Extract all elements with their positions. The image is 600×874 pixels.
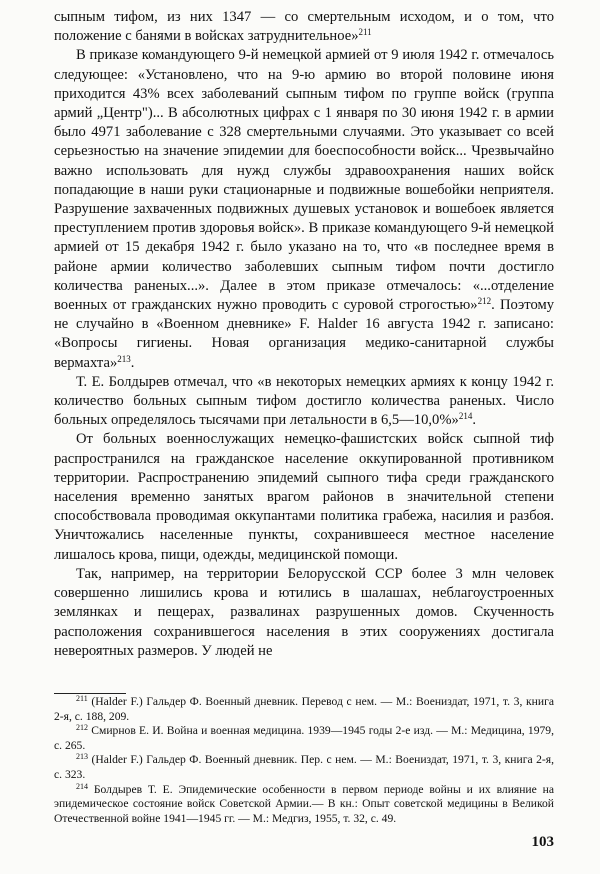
footnote-number: 214 xyxy=(76,781,88,791)
footnote-number: 212 xyxy=(76,723,88,733)
footnote: $^{212}$ Смирнов Е. И. Война и военная медицина. 1939—1945 годы 2-е изд. — М.: Медицина, 1979, с. 265. xyxy=(54,723,554,752)
footnote: $^{214}$ Болдырев Т. Е. Эпидемические особенности в первом периоде войны и их влияние на эпидемическое состояние войск Советской Армии.— В кн.: Опыт советской медицины в Великой Отечественной войне 1941—1945 гг. — М.: Медгиз, 1955, т. 32, с. 49. xyxy=(54,781,554,825)
footnote-ref[interactable]: 214 xyxy=(458,411,473,422)
footnote-number: 211 xyxy=(76,694,88,703)
paragraph: От больных военнослужащих немецко-фашистских войск сыпной тиф распространился на гражданское население оккупированной противником территории. Распространению эпидемий сыпного тифа среди гражданского населения временно занятых врагом районов в значительной степени способствовала проводимая оккупантами политика грабежа, насилия и разбоя. Уничтожались населенные пункты, сохранившееся местное население лишалось крова, пищи, одежды, медицинской помощи. xyxy=(54,431,554,563)
footnote: $^{213}$ (Halder F.) Гальдер Ф. Военный дневник. Пер. с нем. — М.: Воениздат, 1971, т. 3, книга 2-я, с. 323. xyxy=(54,752,554,781)
footnote-number: 213 xyxy=(76,752,88,762)
paragraph: сыпным тифом, из них 1347 — со смертельным исходом, и о том, что положение с банями в войсках затруднительное»$^{211}$ xyxy=(54,9,554,45)
body-text xyxy=(54,8,554,661)
footnotes xyxy=(54,695,554,826)
footnote-ref[interactable]: 213 xyxy=(117,353,131,364)
footnote-ref[interactable]: 212 xyxy=(477,296,492,307)
footnote-divider xyxy=(54,693,126,694)
footnote: $^{211}$ (Halder F.) Гальдер Ф. Военный дневник. Перевод с нем. — М.: Воениздат, 1971, т. 3, книга 2-я, с. 188, 209. xyxy=(54,694,554,723)
paragraph: Так, например, на территории Белорусской ССР более 3 млн человек совершенно лишились крова и ютились в шалашах, неблагоустроенных землянках и пещерах, развалинах разрушенных домов. Скученность расположения сохранившегося населения в этих сооружениях достигала невероятных размеров. У людей не xyxy=(54,565,554,659)
page-number: 103 xyxy=(531,834,554,850)
paragraph: Т. Е. Болдырев отмечал, что «в некоторых немецких армиях к концу 1942 г. количество больных сыпным тифом достигло количества раненых. Число больных определялось тысячами при летальности в 6,5—10,0%»$^{214}$. xyxy=(54,373,554,429)
footnote-ref[interactable]: 211 xyxy=(358,27,372,38)
paragraph: В приказе командующего 9-й немецкой армией от 9 июля 1942 г. отмечалось следующее: «Установлено, что на 9-ю армию во второй половине июня приходится 43% всех заболеваний сыпным тифом по группе войск (группа армий „Центр")... В абсолютных цифрах с 1 января по 30 июня 1942 г. в армии было 4971 заболевание с 328 смертельными случаями. Это указывает со всей серьезностью на значение эпидемии для боеспособности войск... Чрезвычайно важно использовать для нужд службы здравоохранения наших войск попадающие в наши руки стационарные и подвижные вошебойки неприятеля. Разрушение захваченных подвижных душевых установок и вошебоек является преступлением против здоровья войск». В приказе командующего 9-й немецкой армией от 15 декабря 1942 г. было указано на то, что «в последнее время в районе армии количество заболевших сыпным тифом почти достигло количества раненых...». Далее в этом приказе отмечалось: «...отделение военных от гражданских нужно проводить с суровой строгостью»$^{212}$. Поэтому не случайно в «Военном дневнике» F. Halder 16 августа 1942 г. записано: «Вопросы гигиены. Новая организация медико-санитарной службы вермахта»$^{213}$. xyxy=(54,47,554,371)
